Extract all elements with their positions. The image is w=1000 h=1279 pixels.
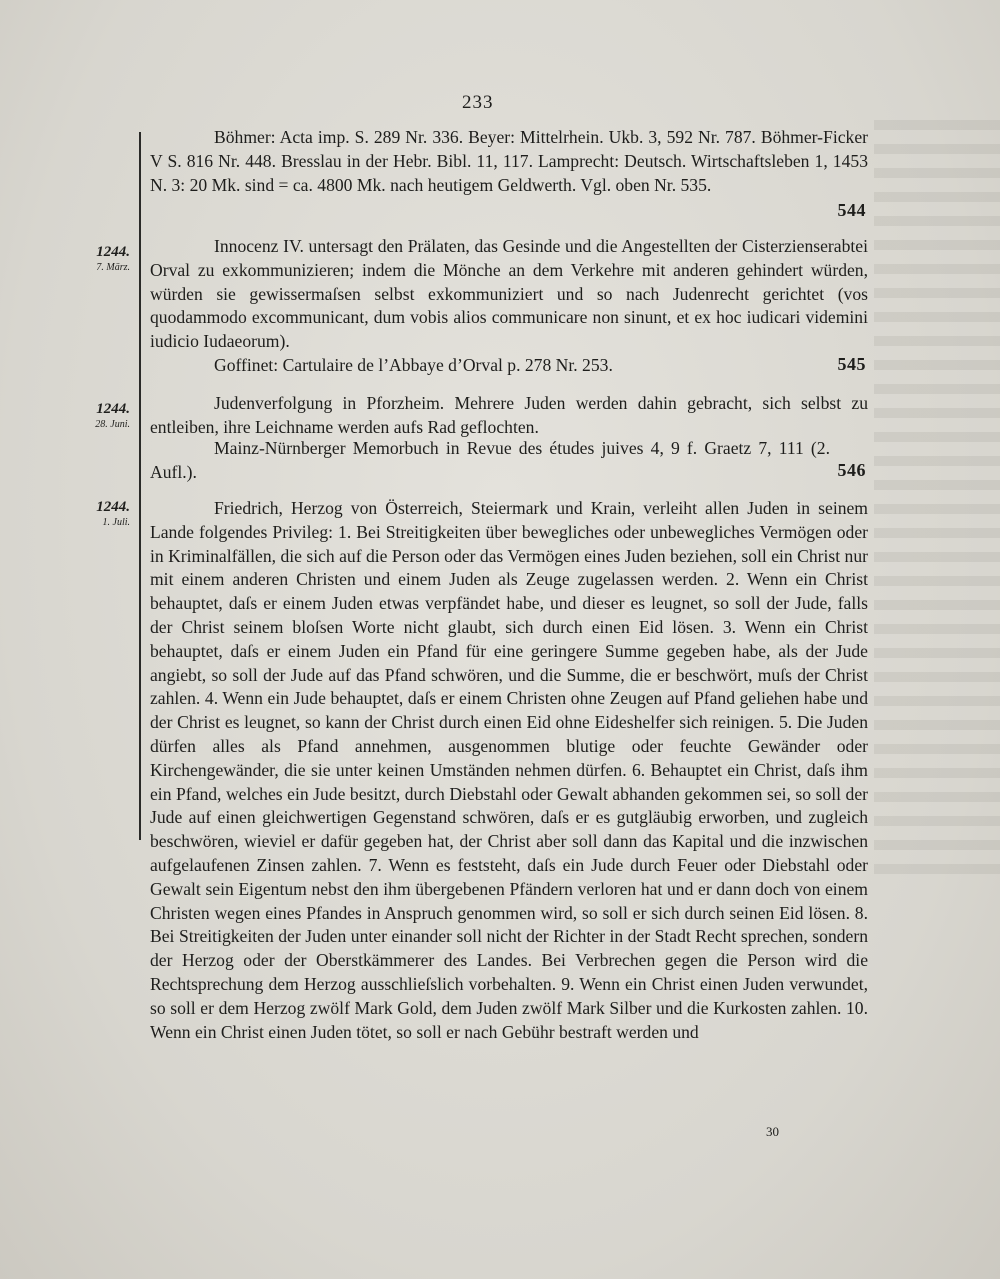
margin-date-day: 7. März. [96,262,130,273]
margin-date-547 [68,500,130,528]
margin-rule [139,132,141,840]
entry-546-source: Mainz-Nürnberger Memorbuch in Revue des études juives 4, 9 f. Graetz 7, 111 (2. Aufl.). [150,438,830,482]
entry-number-546: 546 [837,460,866,480]
margin-date-545 [68,245,130,273]
page-number: 233 [462,92,494,113]
entry-545-text: Innocenz IV. untersagt den Prälaten, das Gesinde und die Angestellten der Cisterzienserabtei Orval zu exkommunizieren; indem die Mönche an dem Verkehre mit anderen gehindert würden, würden sie gewissermaſsen selbst exkommuniziert und so nach Judenrecht gerichtet (vos quodammodo excommunicant, dum vobis alios communicare non sinunt, et ex hoc iudicari videmini iudicio Iudaeorum). [150,236,868,352]
margin-date-day: 28. Juni. [95,419,130,430]
margin-date-year: 1244. [96,499,130,515]
entry-545-source: Goffinet: Cartulaire de l’Abbaye d’Orval p. 278 Nr. 253. [214,355,613,375]
entry-547-text: Friedrich, Herzog von Österreich, Steiermark und Krain, verleiht allen Juden in seinem Lande folgendes Privileg: 1. Bei Streitigkeiten über bewegliches oder unbewegliches Vermögen oder in Kriminalfällen, die sich auf die Person oder das Vermögen eines Juden beziehen, soll ein Christ nur mit einem anderen Christen und einem Juden als Zeuge zugelassen werden. 2. Wenn ein Christ behauptet, daſs er einem Juden etwas verpfändet habe, und dieser es leugnet, so soll der Jude, falls der Christ seinem bloſsen Worte nicht glaubt, sich durch einen Eid lösen. 3. Wenn ein Christ behauptet, daſs er einem Juden ein Pfand für eine geringere Summe gegeben habe, als der Jude angiebt, so soll der Jude auf das Pfand schwören, und die Summe, die er beschwört, muſs der Christ zahlen. 4. Wenn ein Jude behauptet, daſs er einem Christen ohne Zeugen auf Pfand geliehen habe und der Christ es leugnet, so kann der Christ durch einen Eid ohne Eideshelfer sich reinigen. 5. Die Juden dürfen alles als Pfand annehmen, ausgenommen blutige oder feuchte Gewänder oder Kirchengewänder, die sie unter keinen Umständen nehmen dürfen. 6. Behauptet ein Christ, daſs ihm ein Pfand, welches ein Jude besitzt, durch Diebstahl oder Gewalt abhanden gekommen sei, so soll der Jude auf einen gleichwertigen Gegenstand schwören, daſs er es gutgläubig erworben, und zugleich beschwören, wieviel er dafür gegeben hat, der Christ aber soll dann das Kapital und die inzwischen aufgelaufenen Zinsen zahlen. 7. Wenn es feststeht, daſs ein Jude durch Feuer oder Diebstahl oder Gewalt sein Eigentum nebst den ihm übergebenen Pfändern verloren hat und er dann doch von einem Christen wegen eines Pfandes in Anspruch genommen wird, so soll er sich durch seinen Eid lösen. 8. Bei Streitigkeiten der Juden unter einander soll nicht der Richter in der Stadt Recht sprechen, sondern der Herzog oder der Oberstkämmerer des Landes. Bei Verbrechen gegen die Person wird die Rechtsprechung dem Herzog ausschlieſslich vorbehalten. 9. Wenn ein Christ einen Juden verwundet, so soll er dem Herzog zwölf Mark Gold, dem Juden zwölf Mark Silber und die Kurkosten zahlen. 10. Wenn ein Christ einen Juden tötet, so soll er nach Gebühr bestraft werden und [150,498,868,1042]
signature-mark: 30 [766,1124,779,1139]
margin-date-546 [68,402,130,430]
entry-number-544: 544 [837,200,866,220]
margin-date-year: 1244. [96,401,130,417]
margin-date-day: 1. Juli. [102,517,130,528]
margin-date-year: 1244. [96,244,130,260]
entry-number-545: 545 [837,354,866,374]
bleed-through-shadow [874,120,1000,880]
entry-546-text: Judenverfolgung in Pforzheim. Mehrere Juden werden dahin gebracht, sich selbst zu entleiben, ihre Leichname werden aufs Rad geflochten. [150,393,868,437]
entry-544-text: Böhmer: Acta imp. S. 289 Nr. 336. Beyer: Mittelrhein. Ukb. 3, 592 Nr. 787. Böhmer-Ficker V S. 816 Nr. 448. Bresslau in der Hebr. Bibl. 11, 117. Lamprecht: Deutsch. Wirtschaftsleben 1, 1453 N. 3: 20 Mk. sind = ca. 4800 Mk. nach heutigem Geldwerth. Vgl. oben Nr. 535. [150,127,868,195]
